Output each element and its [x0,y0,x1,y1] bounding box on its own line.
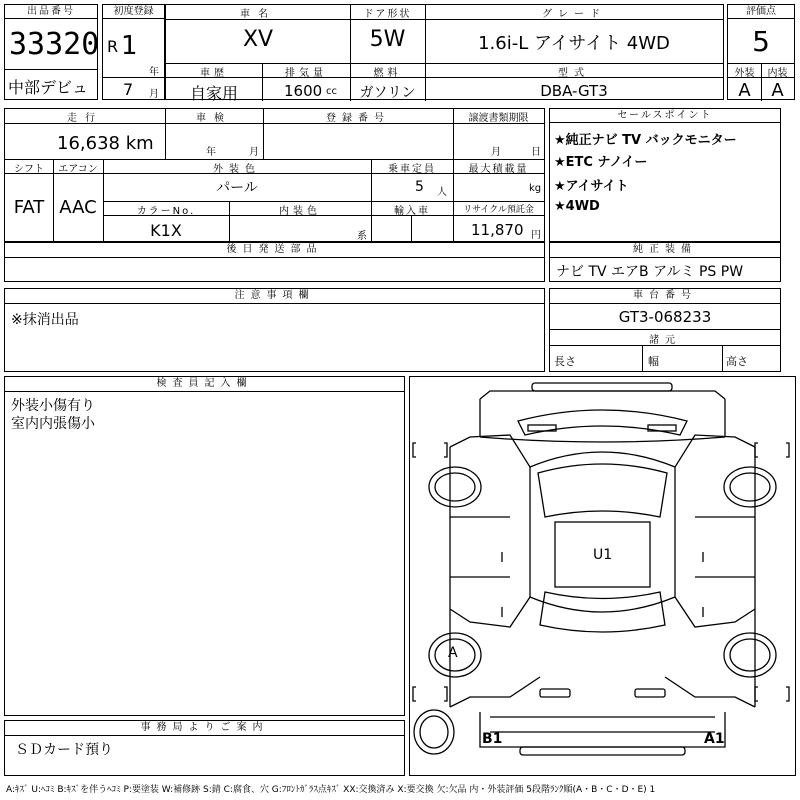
exterior-color-value: パール [216,180,258,196]
office-label: 事務局よりご案内 [5,721,404,736]
genuine-equipment-box [549,242,781,282]
later-parts-box [4,242,545,282]
transfer-month-unit: 月 [491,147,501,158]
chassis-box [549,288,781,372]
capacity-label: 乗車定員 [388,164,436,175]
inspection-month-unit: 月 [249,147,259,158]
displacement-value: 1600 [284,82,323,100]
damage-mark-a1: A1 [704,731,725,747]
first-reg-year-unit: 年 [149,67,159,78]
ext-score-value: A [738,80,751,101]
exterior-color-label: 外装色 [213,164,261,175]
score-label: 評価点 [728,5,794,19]
damage-diagram [409,376,796,776]
chassis-label: 車台番号 [550,289,780,304]
color-no-label: カラーNo. [136,206,196,217]
inspection-year-unit: 年 [206,147,216,158]
recycle-unit: 円 [531,230,541,241]
history-value: 自家用 [189,84,238,103]
first-reg-era: R [107,37,119,56]
color-no-value: K1X [150,221,182,240]
shift-label: シフト [14,164,44,175]
interior-color-label: 内装色 [279,206,321,217]
lot-box [4,4,98,100]
max-load-unit: kg [529,183,542,194]
venue-name: 中部デビュ [8,78,89,97]
score-box [727,4,795,100]
model-value: DBA-GT3 [540,82,608,100]
chassis-value: GT3-068233 [618,308,712,326]
width-label: 幅 [648,355,659,368]
reg-number-label: 登録番号 [326,113,390,124]
notes-label: 注意事項欄 [5,289,544,304]
legend-text: A:ｷｽﾞ U:ﾍｺﾐ B:ｷｽﾞを伴うﾍｺﾐ P:要塗装 W:補修跡 S:錆 C:腐食、穴 G:ﾌﾛﾝﾄｶﾞﾗｽ点ｷｽﾞ XX:交換済み X:要交換 欠:欠品 内・外装評価 5段階ﾗﾝｸ順(A・B・C・D・E) 1 [6,785,656,795]
height-label: 高さ [726,355,748,368]
fuel-label: 燃料 [373,68,402,79]
first-reg-month: 7 [123,80,134,99]
notes-box [4,288,545,372]
damage-mark-b1: B1 [482,731,503,747]
recycle-value: 11,870 [471,221,524,239]
first-reg-year: 1 [121,31,138,61]
dimensions-label: 諸元 [649,335,681,346]
mileage-value: 16,638 km [57,133,154,154]
car-diagram [410,377,795,775]
fuel-value: ガソリン [359,85,416,101]
score-value: 5 [752,25,770,58]
notes-value: ※抹消出品 [11,312,79,328]
inspector-label: 検査員記入欄 [5,377,404,392]
ext-score-label: 外装 [734,68,755,79]
interior-color-unit: 系 [357,231,367,242]
sales-point-item: ★純正ナビ TV バックモニター [554,133,737,148]
capacity-unit: 人 [437,187,447,198]
transfer-label: 譲渡書類期限 [468,113,529,124]
later-parts-label: 後日発送部品 [5,243,544,258]
mileage-label: 走行 [67,113,103,124]
car-info-grid [165,4,724,103]
int-score-value: A [771,80,784,101]
sales-point-item: ★ETC ナノイー [554,155,648,170]
damage-mark-a: A [448,645,458,661]
aircon-label: エアコン [58,164,98,175]
grade-label: グレード [542,9,606,20]
door-label: ドア形状 [363,9,412,20]
damage-mark-u1: U1 [593,547,613,563]
genuine-equipment-value: ナビ TV エアB アルミ PS PW [556,264,744,280]
car-name-value: XV [242,27,274,52]
genuine-equipment-label: 純正装備 [550,243,780,258]
sales-points-label: セールスポイント [550,109,780,123]
displacement-label: 排気量 [285,68,327,79]
inspector-line: 外装小傷有り [11,398,95,414]
office-value: ＳＤカード預り [15,742,113,758]
office-box [4,720,405,776]
inspector-box [4,376,405,716]
length-label: 長さ [554,355,576,368]
spec-grid [4,108,545,242]
int-score-label: 内装 [767,68,788,79]
history-label: 車歴 [200,68,228,79]
inspection-label: 車検 [196,113,232,124]
first-reg-month-unit: 月 [149,89,159,100]
capacity-value: 5 [415,179,424,195]
displacement-unit: cc [326,86,337,97]
lot-number: 33320 [9,27,100,62]
inspector-line: 室内内張傷小 [11,416,95,432]
door-value: 5W [369,27,406,52]
import-label: 輸入車 [394,206,430,217]
first-reg-box [102,4,165,100]
sales-points-box [549,108,781,242]
sales-point-item: ★アイサイト [554,179,629,194]
lot-label: 出品番号 [5,5,97,19]
grade-value: 1.6i-L アイサイト 4WD [478,33,670,54]
transfer-day-unit: 日 [531,147,541,158]
car-name-label: 車名 [240,9,276,20]
max-load-label: 最大積載量 [468,164,529,175]
first-reg-label: 初度登録 [103,5,164,19]
model-label: 型式 [558,68,590,79]
sales-point-item: ★4WD [554,199,600,214]
recycle-label: リサイクル預託金 [463,205,534,215]
shift-value: FAT [13,197,45,218]
aircon-value: AAC [59,197,97,218]
